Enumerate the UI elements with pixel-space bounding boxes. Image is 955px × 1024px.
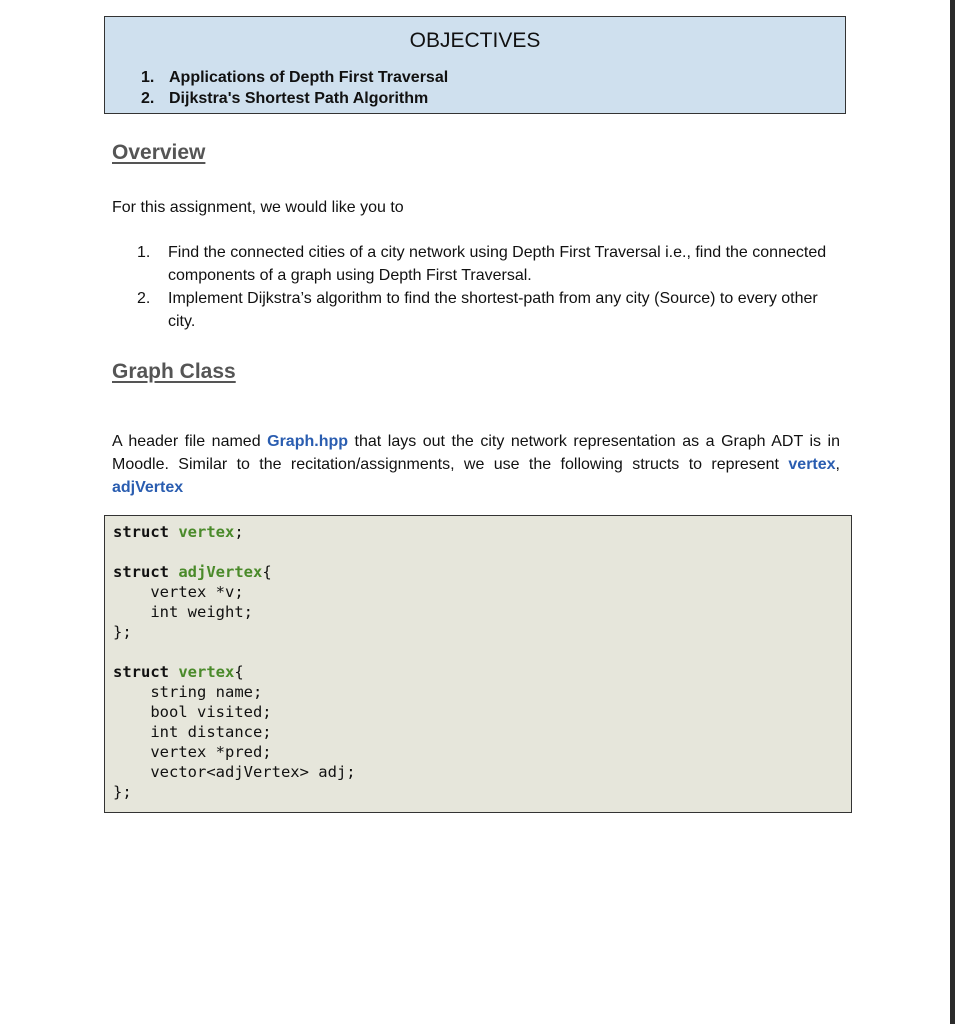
overview-item: 2. Implement Dijkstra’s algorithm to find the shortest-path from any city (Source) to every other city. xyxy=(137,290,818,330)
objectives-list xyxy=(141,67,448,109)
objectives-box xyxy=(104,16,846,114)
adjvertex-struct-ref: adjVertex xyxy=(112,479,184,496)
objectives-title: OBJECTIVES xyxy=(409,29,541,52)
code-block xyxy=(104,515,852,813)
overview-heading: Overview xyxy=(112,141,206,164)
objective-item: 1. Applications of Depth First Traversal xyxy=(141,69,449,86)
overview-item: 1. Find the connected cities of a city network using Depth First Traversal i.e., find the connected components of a graph using Depth First Traversal. xyxy=(137,244,827,284)
overview-list xyxy=(137,241,837,333)
graph-class-heading: Graph Class xyxy=(112,360,236,383)
vertex-struct-ref: vertex xyxy=(788,456,836,473)
page-edge xyxy=(950,0,955,1024)
graph-class-paragraph: A header file named Graph.hpp that lays out the city network representation as a Graph ADT is in Moodle. Similar to the recitation/assignments, we use the following structs to represent vertex, adjVertex xyxy=(112,433,841,496)
code-listing: struct vertex; struct adjVertex{ vertex *v; int weight; }; struct vertex{ string name; bool visited; int distance; vertex *pred; vector<adjVertex> adj; }; xyxy=(113,523,356,801)
overview-intro: For this assignment, we would like you to xyxy=(112,199,404,216)
graph-hpp-filename: Graph.hpp xyxy=(267,433,349,450)
objective-item: 2. Dijkstra's Shortest Path Algorithm xyxy=(141,90,429,107)
